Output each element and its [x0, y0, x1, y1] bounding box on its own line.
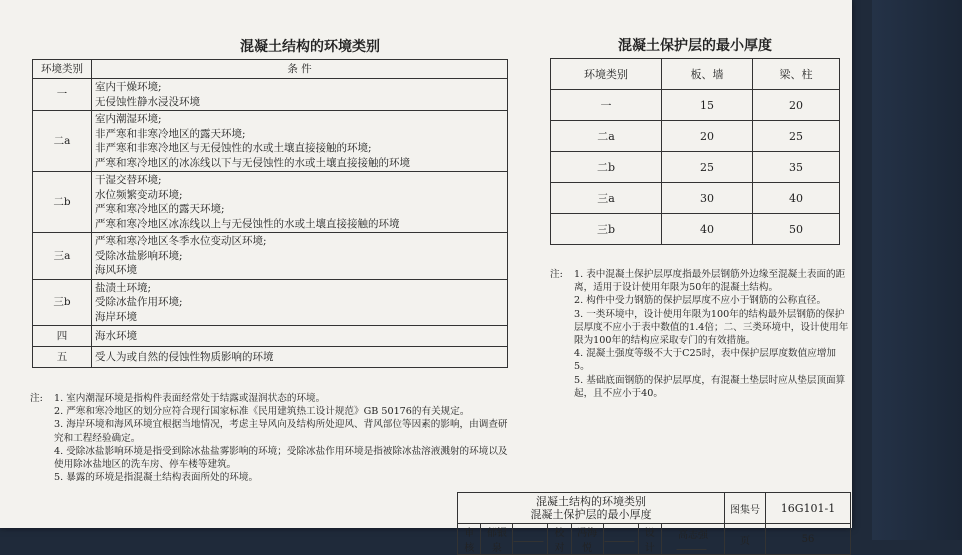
- category-cell: 一: [33, 79, 92, 111]
- condition-cell: [92, 172, 508, 233]
- condition-line: 室内潮湿环境;: [95, 113, 162, 125]
- reviewer-name: 郁银泉: [481, 524, 513, 555]
- condition-line: 水位频繁变动环境;: [95, 188, 183, 201]
- title-line: 混凝土保护层的最小厚度: [530, 508, 652, 521]
- check-label: 校对: [548, 524, 571, 555]
- header-cell: 环境类别: [551, 59, 662, 90]
- table-row: [33, 172, 508, 233]
- note-item: 4. 混凝土强度等级不大于C25时，表中保护层厚度数值应增加5。: [574, 348, 837, 373]
- table-row: [33, 326, 508, 347]
- table-row: [551, 121, 840, 152]
- header-cell: 条 件: [92, 60, 508, 79]
- condition-cell: [92, 347, 508, 368]
- cell: 二a: [551, 121, 662, 152]
- cell: 15: [662, 90, 753, 121]
- cell: 40: [753, 183, 840, 214]
- environment-category-table: [32, 59, 508, 368]
- title-block-row: [458, 524, 851, 555]
- header-cell: 环境类别: [33, 60, 92, 79]
- page-number: 56: [766, 524, 851, 555]
- cell: 40: [662, 214, 753, 245]
- condition-line: 非严寒和非寒冷地区的露天环境;: [95, 127, 246, 140]
- note-item: 4. 受除冰盐影响环境是指受到除冰盐盐雾影响的环境；受除冰盐作用环境是指被除冰盐溶液溅射的环境以及使用除冰盐地区的洗车房、停车楼等建筑。: [54, 445, 508, 471]
- note-item: 3. 一类环境中，设计使用年限为100年的结构最外层钢筋的保护层厚度不应小于表中数值的1.4倍；二、三类环境中，设计使用年限为100年的结构应采取专门的有效措施。: [574, 308, 849, 347]
- condition-line: 无侵蚀性静水浸没环境: [95, 95, 200, 108]
- cell: 20: [753, 90, 840, 121]
- cell: 三b: [551, 214, 662, 245]
- designer-name: [661, 524, 724, 555]
- condition-line: 受除冰盐作用环境;: [95, 296, 183, 308]
- condition-line: 非严寒和非寒冷地区与无侵蚀性的水或土壤直接接触的环境;: [95, 142, 372, 154]
- note-item: 2. 构件中受力钢筋的保护层厚度不应小于钢筋的公称直径。: [574, 295, 827, 307]
- note-item: 3. 海岸环境和海风环境宜根据当地情况，考虑主导风向及结构所处迎风、背风部位等因素的影响，由调查研究和工程经验确定。: [54, 419, 508, 444]
- condition-line: 室内干燥环境;: [95, 81, 162, 93]
- condition-line: 盐渍土环境;: [95, 281, 152, 294]
- cell: 二b: [551, 152, 662, 183]
- table-row: [33, 233, 508, 280]
- condition-cell: [92, 111, 508, 172]
- condition-cell: [92, 79, 508, 111]
- notes-label: 注:: [30, 393, 43, 404]
- checker-name: 冯海悦: [571, 524, 603, 555]
- condition-line: 海岸环境: [95, 310, 137, 323]
- slide-background: [872, 0, 962, 540]
- category-cell: 三a: [33, 233, 92, 280]
- cell: 25: [753, 121, 840, 152]
- table-row: [33, 111, 508, 172]
- category-cell: 三b: [33, 279, 92, 326]
- header-cell: 板、墙: [662, 59, 753, 90]
- atlas-label: 图集号: [725, 493, 766, 524]
- cell: 一: [551, 90, 662, 121]
- category-cell: 二a: [33, 111, 92, 172]
- header-cell: 梁、柱: [753, 59, 840, 90]
- condition-line: 受人为或自然的侵蚀性物质影响的环境: [95, 350, 274, 363]
- condition-line: 受除冰盐影响环境;: [95, 249, 183, 262]
- cell: 20: [662, 121, 753, 152]
- condition-cell: [92, 326, 508, 347]
- condition-line: 严寒和寒冷地区冬季水位变动区环境;: [95, 235, 267, 247]
- condition-line: 干湿交替环境;: [95, 174, 162, 186]
- title-block-row: [458, 493, 851, 524]
- table-row: [33, 279, 508, 326]
- condition-line: 海水环境: [95, 329, 137, 342]
- cell: 50: [753, 214, 840, 245]
- reviewer-signature: [513, 524, 548, 555]
- min-cover-thickness-table: [550, 58, 840, 245]
- table-row: [551, 214, 840, 245]
- table-header-row: [33, 60, 508, 79]
- condition-line: 海风环境: [95, 264, 137, 276]
- review-label: 审核: [458, 524, 481, 555]
- condition-line: 严寒和寒冷地区的冰冻线以下与无侵蚀性的水或土壤直接接触的环境: [95, 156, 410, 169]
- designer-name-text: 高志强: [677, 529, 708, 541]
- condition-cell: [92, 279, 508, 326]
- cell: 25: [662, 152, 753, 183]
- cell: 35: [753, 152, 840, 183]
- category-cell: 二b: [33, 172, 92, 233]
- note-item: 2. 严寒和寒冷地区的划分应符合现行国家标准《民用建筑热工设计规范》GB 50176的有关规定。: [54, 406, 470, 418]
- cover-table-title: 混凝土保护层的最小厚度: [618, 38, 772, 54]
- condition-cell: [92, 233, 508, 280]
- cell: 三a: [551, 183, 662, 214]
- category-cell: 五: [33, 347, 92, 368]
- note-item: 1. 室内潮湿环境是指构件表面经常处于结露或湿润状态的环境。: [54, 393, 326, 404]
- table-header-row: [551, 59, 840, 90]
- cell: 30: [662, 183, 753, 214]
- env-table-title: 混凝土结构的环境类别: [240, 39, 380, 55]
- table-row: [551, 152, 840, 183]
- atlas-number: 16G101-1: [766, 493, 851, 524]
- category-cell: 四: [33, 326, 92, 347]
- table-row: [551, 90, 840, 121]
- table-row: [551, 183, 840, 214]
- note-item: 5. 基础底面钢筋的保护层厚度，有混凝土垫层时应从垫层顶面算起，且不应小于40。: [574, 374, 846, 399]
- notes-label: 注:: [550, 269, 563, 280]
- design-label: 设计: [638, 524, 661, 555]
- table-row: [33, 79, 508, 111]
- note-item: 5. 暴露的环境是指混凝土结构表面所处的环境。: [54, 472, 259, 484]
- env-notes: [30, 392, 508, 484]
- note-item: 1. 表中混凝土保护层厚度指最外层钢筋外边缘至混凝土表面的距离，适用于设计使用年限为50年的混凝土结构。: [574, 269, 846, 294]
- drawing-title-block: [457, 492, 851, 555]
- page-label: 页: [725, 524, 766, 555]
- cover-notes: [550, 268, 850, 400]
- condition-line: 严寒和寒冷地区的露天环境;: [95, 203, 225, 215]
- title-block-title: [458, 493, 725, 524]
- condition-line: 严寒和寒冷地区冰冻线以上与无侵蚀性的水或土壤直接接触的环境: [95, 217, 400, 230]
- title-line: 混凝土结构的环境类别: [536, 495, 646, 508]
- checker-signature: [603, 524, 638, 555]
- table-row: [33, 347, 508, 368]
